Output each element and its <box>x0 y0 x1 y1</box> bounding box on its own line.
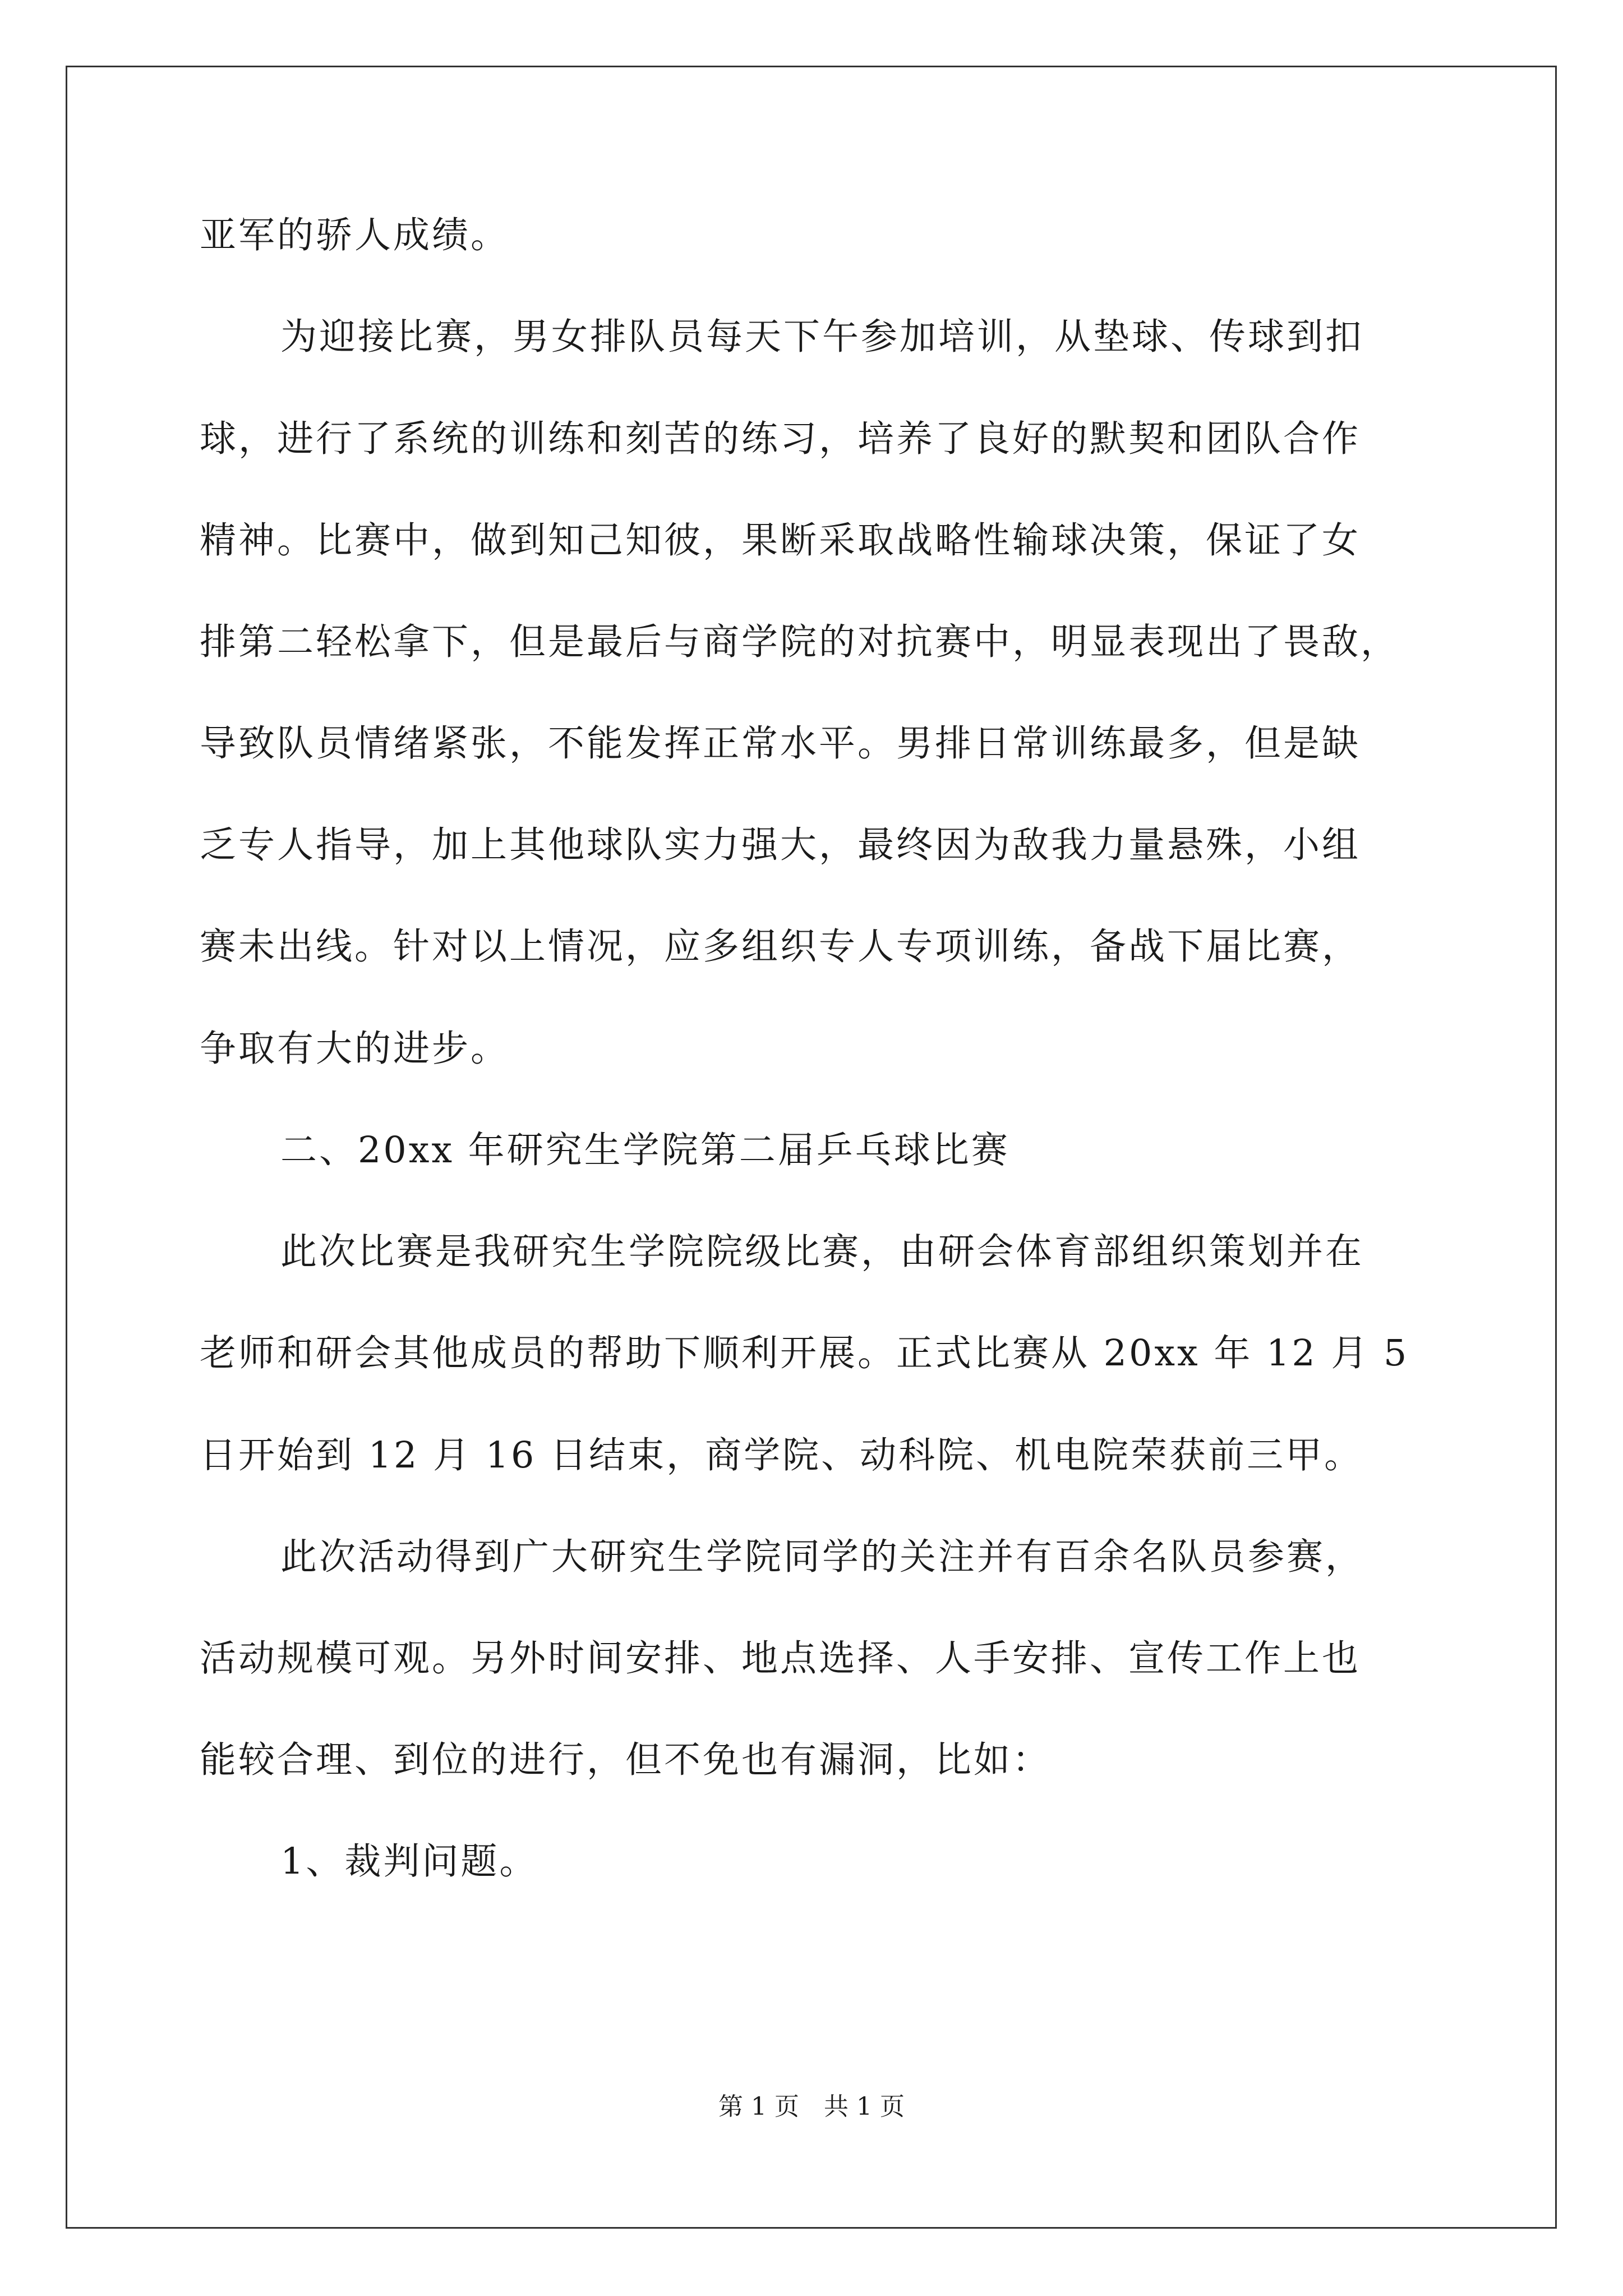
text-line: 日开始到 12 月 16 日结束，商学院、动科院、机电院荣获前三甲。 <box>200 1434 1363 1476</box>
text-line: 导致队员情绪紧张，不能发挥正常水平。男排日常训练最多，但是缺 <box>200 723 1361 765</box>
text-line: 老师和研会其他成员的帮助下顺利开展。正式比赛从 20xx 年 12 月 5 <box>200 1332 1409 1374</box>
page-footer: 第 1 页 共 1 页 <box>718 2092 905 2121</box>
text-line: 乏专人指导，加上其他球队实力强大，最终因为敌我力量悬殊，小组 <box>200 824 1361 866</box>
text-line: 精神。比赛中，做到知己知彼，果断采取战略性输球决策，保证了女 <box>200 519 1361 562</box>
text-line: 此次比赛是我研究生学院院级比赛，由研会体育部组织策划并在 <box>280 1231 1364 1273</box>
text-line: 赛未出线。针对以上情况，应多组织专人专项训练，备战下届比赛， <box>200 926 1361 968</box>
text-line: 球，进行了系统的训练和刻苦的练习，培养了良好的默契和团队合作 <box>200 418 1361 460</box>
text-line: 此次活动得到广大研究生学院同学的关注并有百余名队员参赛， <box>280 1536 1364 1578</box>
text-line: 争取有大的进步。 <box>200 1028 510 1070</box>
text-line: 能较合理、到位的进行，但不免也有漏洞，比如： <box>200 1739 1052 1781</box>
section-heading: 二、20xx 年研究生学院第二届乒乓球比赛 <box>280 1129 1010 1171</box>
list-item: 1、裁判问题。 <box>280 1841 538 1883</box>
text-line: 活动规模可观。另外时间安排、地点选择、人手安排、宣传工作上也 <box>200 1637 1361 1680</box>
text-line: 为迎接比赛，男女排队员每天下午参加培训，从垫球、传球到扣 <box>280 316 1364 358</box>
text-line: 亚军的骄人成绩。 <box>200 214 510 256</box>
text-line: 排第二轻松拿下，但是最后与商学院的对抗赛中，明显表现出了畏敌， <box>200 621 1400 663</box>
